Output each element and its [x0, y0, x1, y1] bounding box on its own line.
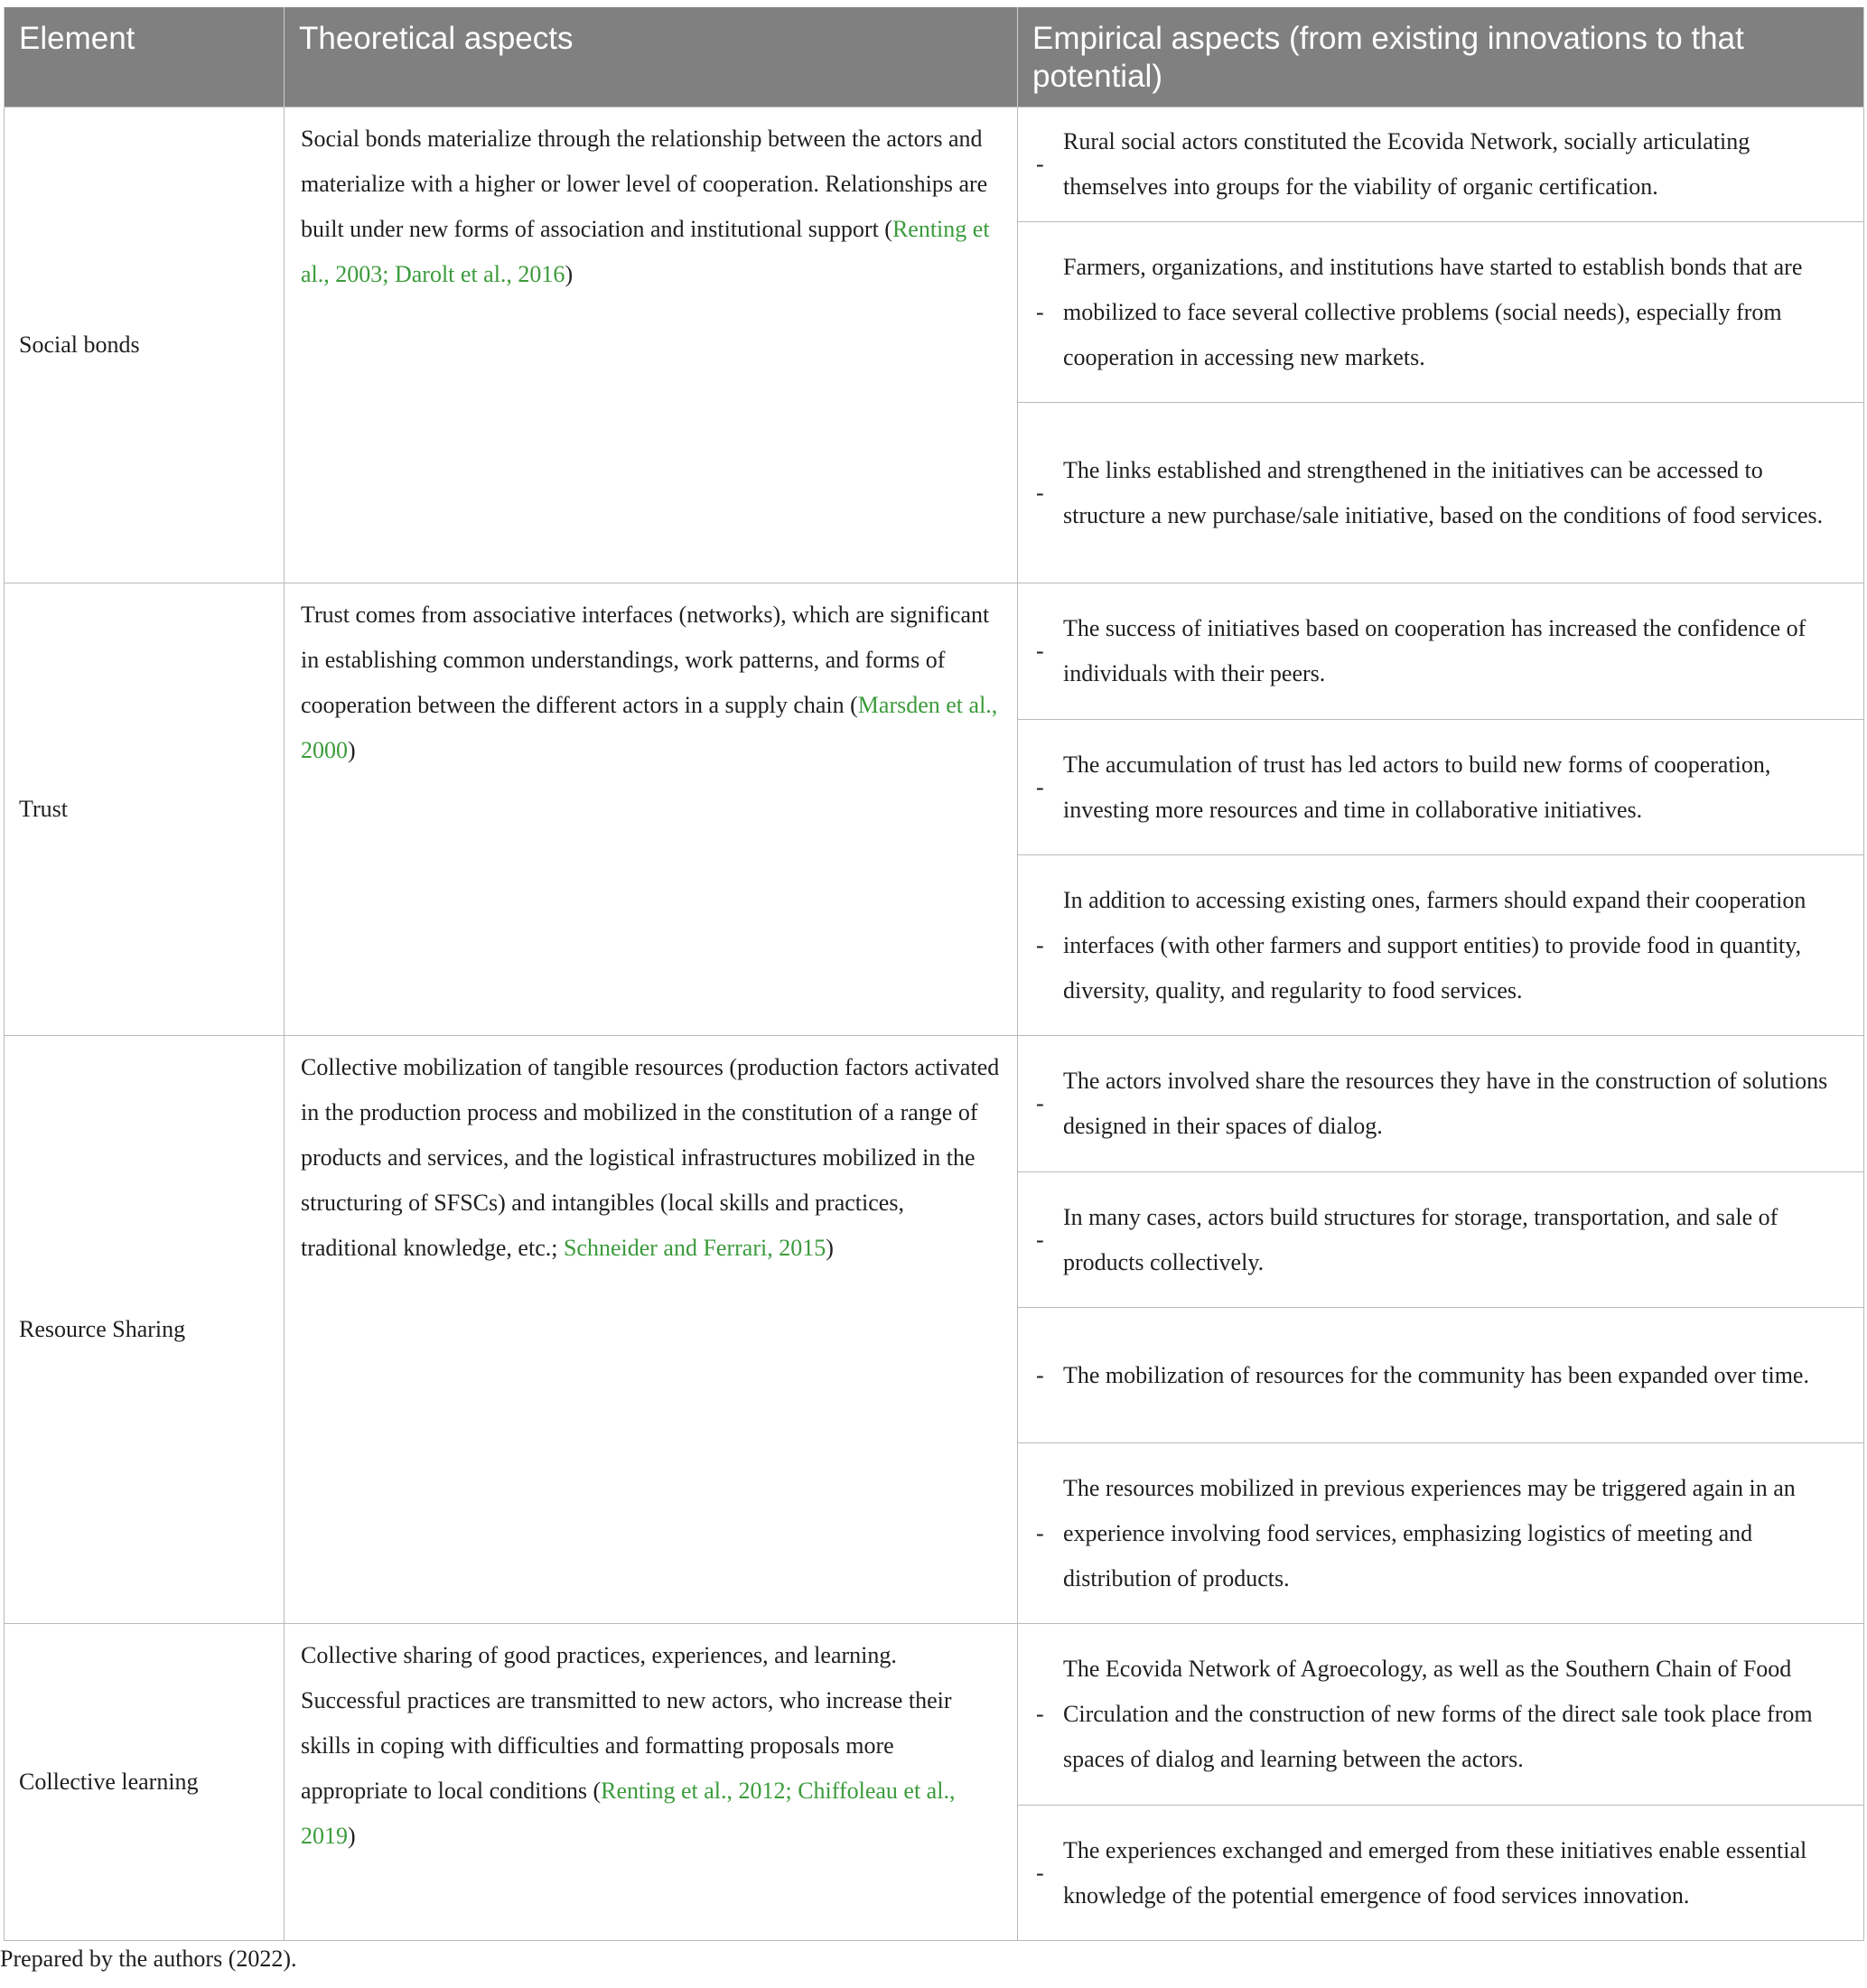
dash-marker: -: [1036, 1519, 1044, 1546]
dash-marker: -: [1036, 1859, 1044, 1886]
theoretical-end: ): [348, 737, 356, 763]
dash-marker: -: [1036, 1361, 1044, 1388]
empirical-text: The experiences exchanged and emerged from these initiatives enable essential knowledge of the potential emergence of food services innovation.: [1063, 1836, 1807, 1909]
empirical-item: [1018, 719, 1863, 854]
dash-marker: -: [1036, 1226, 1044, 1253]
empirical-text: The success of initiatives based on cooperation has increased the confidence of individuals with their peers.: [1063, 615, 1806, 686]
table-row: [5, 107, 1864, 583]
header-row: [5, 7, 1864, 107]
empirical-text: The accumulation of trust has led actors to build new forms of cooperation, investing more resources and time in collaborative initiatives.: [1063, 751, 1771, 823]
table-header: [5, 7, 1864, 107]
empirical-item: [1018, 1624, 1863, 1805]
dash-marker: -: [1036, 1090, 1044, 1116]
table-row: [5, 583, 1864, 1036]
citation-link[interactable]: Schneider and Ferrari, 2015: [563, 1235, 826, 1261]
element-cell: Social bonds: [5, 107, 285, 583]
empirical-item: [1018, 1442, 1863, 1623]
theoretical-text: Collective mobilization of tangible resources (production factors activated in the production process and mobilized in the constitution of a range of products and services, and the logistical infrastructures mobilized in the structuring of SFSCs) and intangibles (local skills and practices, traditional knowledge, etc.;: [301, 1054, 1000, 1261]
theoretical-end: ): [565, 261, 574, 287]
empirical-item: [1018, 583, 1863, 719]
header-theoretical: Theoretical aspects: [285, 7, 1018, 107]
citation-link[interactable]: Marsden et al., 2000: [301, 692, 998, 763]
table-row: [5, 1036, 1864, 1624]
empirical-text: The actors involved share the resources they have in the construction of solutions designed in their spaces of dialog.: [1063, 1068, 1828, 1139]
empirical-item: [1018, 1171, 1863, 1307]
dash-marker: -: [1036, 638, 1044, 664]
dash-marker: -: [1036, 931, 1044, 958]
empirical-text: The Ecovida Network of Agroecology, as well as the Southern Chain of Food Circulation and the construction of new forms of the direct sale took place from spaces of dialog and learning between the actors.: [1063, 1656, 1813, 1772]
empirical-text: Farmers, organizations, and institutions have started to establish bonds that are mobilized to face several collective problems (social needs), especially from cooperation in accessing new markets.: [1063, 253, 1803, 370]
header-empirical: Empirical aspects (from existing innovations to that potential): [1018, 7, 1864, 107]
empirical-text: The links established and strengthened in the initiatives can be accessed to structure a new purchase/sale initiative, based on the conditions of food services.: [1063, 456, 1824, 528]
empirical-item: [1018, 854, 1863, 1035]
empirical-cell: [1018, 583, 1864, 1036]
empirical-cell: [1018, 107, 1864, 583]
empirical-text: The resources mobilized in previous experiences may be triggered again in an experience involving food services, emphasizing logistics of meeting and distribution of products.: [1063, 1474, 1796, 1591]
theoretical-cell: [285, 1624, 1018, 1941]
element-cell: Collective learning: [5, 1624, 285, 1941]
theoretical-cell: [285, 107, 1018, 583]
empirical-item: [1018, 1307, 1863, 1442]
dash-marker: -: [1036, 479, 1044, 506]
dash-marker: -: [1036, 298, 1044, 325]
table-body: [5, 107, 1864, 1941]
theoretical-text: Social bonds materialize through the relationship between the actors and materialize with a higher or lower level of cooperation. Relationships are built under new forms of association and institutional support (: [301, 126, 988, 242]
empirical-cell: [1018, 1036, 1864, 1624]
empirical-item: [1018, 221, 1863, 402]
citation-link[interactable]: Renting et al., 2012; Chiffoleau et al., 2019: [301, 1778, 956, 1849]
theoretical-cell: [285, 583, 1018, 1036]
dash-marker: -: [1036, 151, 1044, 177]
theoretical-cell: [285, 1036, 1018, 1624]
empirical-text: In many cases, actors build structures for storage, transportation, and sale of products collectively.: [1063, 1203, 1778, 1275]
element-cell: Trust: [5, 583, 285, 1036]
comparison-table: [4, 7, 1864, 1941]
theoretical-text: Collective sharing of good practices, experiences, and learning. Successful practices are transmitted to new actors, who increase their skills in coping with difficulties and formatting proposals more appropriate to local conditions (: [301, 1642, 952, 1804]
empirical-text: In addition to accessing existing ones, farmers should expand their cooperation interfaces (with other farmers and support entities) to provide food in quantity, diversity, quality, and regularity to food services.: [1063, 886, 1806, 1003]
table-footnote: Prepared by the authors (2022).: [0, 1946, 297, 1972]
empirical-item: [1018, 1036, 1863, 1171]
dash-marker: -: [1036, 773, 1044, 800]
empirical-item: [1018, 1805, 1863, 1940]
element-cell: Resource Sharing: [5, 1036, 285, 1624]
theoretical-end: ): [348, 1823, 356, 1849]
empirical-text: Rural social actors constituted the Ecovida Network, socially articulating themselves into groups for the viability of organic certification.: [1063, 128, 1750, 200]
citation-link[interactable]: Renting et al., 2003; Darolt et al., 2016: [301, 216, 990, 287]
empirical-item: [1018, 402, 1863, 583]
theoretical-text: Trust comes from associative interfaces (networks), which are significant in establishing common understandings, work patterns, and forms of cooperation between the different actors in a supply chain (: [301, 602, 990, 718]
dash-marker: -: [1036, 1701, 1044, 1727]
theoretical-end: ): [826, 1235, 834, 1261]
empirical-item: [1018, 107, 1863, 221]
table-row: [5, 1624, 1864, 1941]
header-element: Element: [5, 7, 285, 107]
empirical-text: The mobilization of resources for the community has been expanded over time.: [1063, 1361, 1809, 1388]
empirical-cell: [1018, 1624, 1864, 1941]
